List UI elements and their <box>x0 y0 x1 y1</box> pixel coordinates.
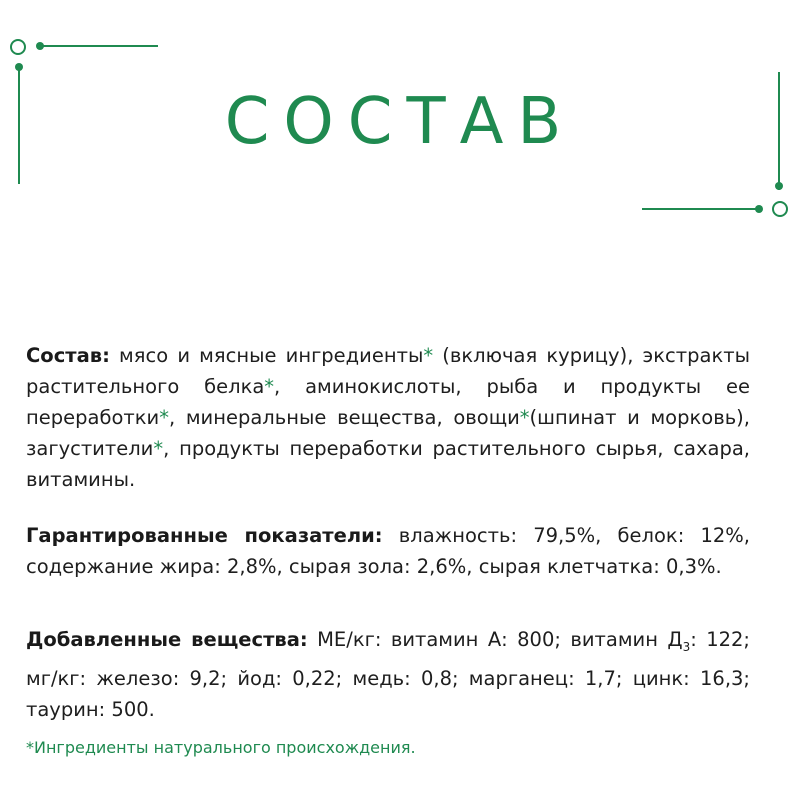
subscript-3: 3 <box>682 639 691 654</box>
additives-paragraph <box>26 624 750 725</box>
additives-text-a: МЕ/кг: витамин А: 800; витамин Д <box>307 628 683 651</box>
composition-text-6: , продукты переработки растительного сырья, сахара, витамины. <box>26 437 750 491</box>
composition-label: Состав: <box>26 344 110 367</box>
composition-text-3: , аминокислоты, рыба и продукты ее переработки <box>26 375 750 429</box>
additives-label: Добавленные вещества: <box>26 628 308 651</box>
composition-text-1: мясо и мясные ингредиенты <box>109 344 424 367</box>
top-left-horizontal-line <box>40 45 158 47</box>
asterisk-mark: * <box>423 344 434 367</box>
bottom-right-horizontal-line <box>642 208 760 210</box>
composition-paragraph <box>26 340 750 495</box>
guaranteed-text: влажность: 79,5%, белок: 12%, содержание жира: 2,8%, сырая зола: 2,6%, сырая клетчатка: 0,3%. <box>26 524 750 578</box>
additives-text-b: : 122; мг/кг: железо: 9,2; йод: 0,22; медь: 0,8; марганец: 1,7; цинк: 16,3; таурин: 500. <box>26 628 750 721</box>
asterisk-mark: * <box>264 375 275 398</box>
page-title: СОСТАВ <box>224 85 576 159</box>
composition-text-4: , минеральные вещества, овощи <box>168 406 520 429</box>
guaranteed-label: Гарантированные показатели: <box>26 524 383 547</box>
asterisk-mark: * <box>153 437 164 460</box>
composition-text-2: (включая курицу), экстракты растительного белка <box>26 344 750 398</box>
bottom-right-dot <box>755 205 763 213</box>
composition-text-5: (шпинат и морковь), загустители <box>26 406 750 460</box>
bottom-right-ring <box>772 201 788 217</box>
top-left-dot <box>36 42 44 50</box>
guaranteed-paragraph <box>26 520 750 582</box>
asterisk-mark: * <box>519 406 530 429</box>
top-left-ring <box>10 39 26 55</box>
footnote: *Ингредиенты натурального происхождения. <box>26 738 416 757</box>
asterisk-mark: * <box>159 406 169 429</box>
bottom-right-vertical-dot <box>775 182 783 190</box>
